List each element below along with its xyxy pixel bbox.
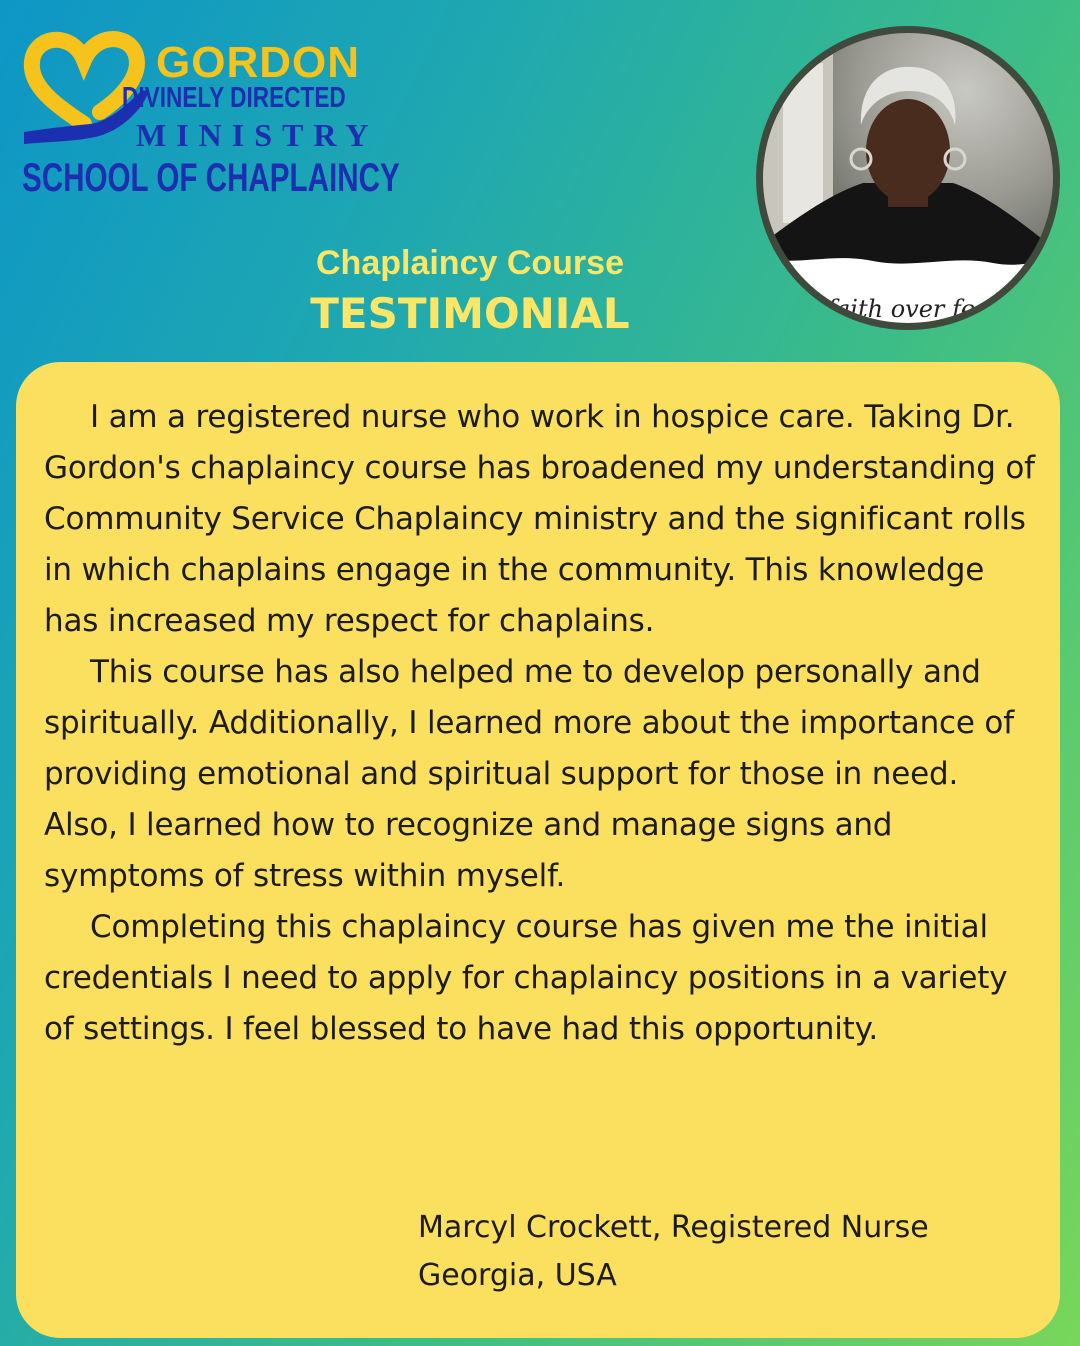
logo-gordon-text: GORDON	[156, 38, 360, 87]
signature-block	[418, 1204, 929, 1300]
testimonial-paragraph-2: This course has also helped me to develop personally and spiritually. Additionally, I learned more about the importance of providing emotional and spiritual support for those in need. Also, I learned how to recognize and manage signs and symptoms of stress within myself.	[44, 654, 1014, 894]
author-name: Marcyl Crockett, Registered Nurse	[418, 1210, 929, 1245]
testimonial-paragraph-1: I am a registered nurse who work in hospice care. Taking Dr. Gordon's chaplaincy course has broadened my understanding of Community Service Chaplaincy ministry and the significant rolls in which chaplains engage in the community. This knowledge has increased my respect for chaplains.	[44, 399, 1035, 639]
heading-course: Chaplaincy Course	[316, 244, 624, 282]
portrait-illustration	[763, 33, 1053, 323]
logo-ministry-text: MINISTRY	[136, 117, 379, 153]
author-location: Georgia, USA	[418, 1258, 617, 1293]
ministry-logo	[20, 22, 400, 202]
testimonial-card	[16, 362, 1060, 1338]
author-photo	[756, 26, 1060, 330]
photo-caption: faith over fear	[827, 295, 1001, 323]
logo-divinely-directed-text: DIVINELY DIRECTED	[122, 82, 346, 114]
heading-testimonial: TESTIMONIAL	[310, 289, 630, 338]
testimonial-paragraph-3: Completing this chaplaincy course has given me the initial credentials I need to apply for chaplaincy positions in a variety of settings. I feel blessed to have had this opportunity.	[44, 909, 1008, 1047]
page-heading	[260, 244, 680, 338]
logo-school-text: SCHOOL OF CHAPLAINCY	[22, 156, 400, 200]
